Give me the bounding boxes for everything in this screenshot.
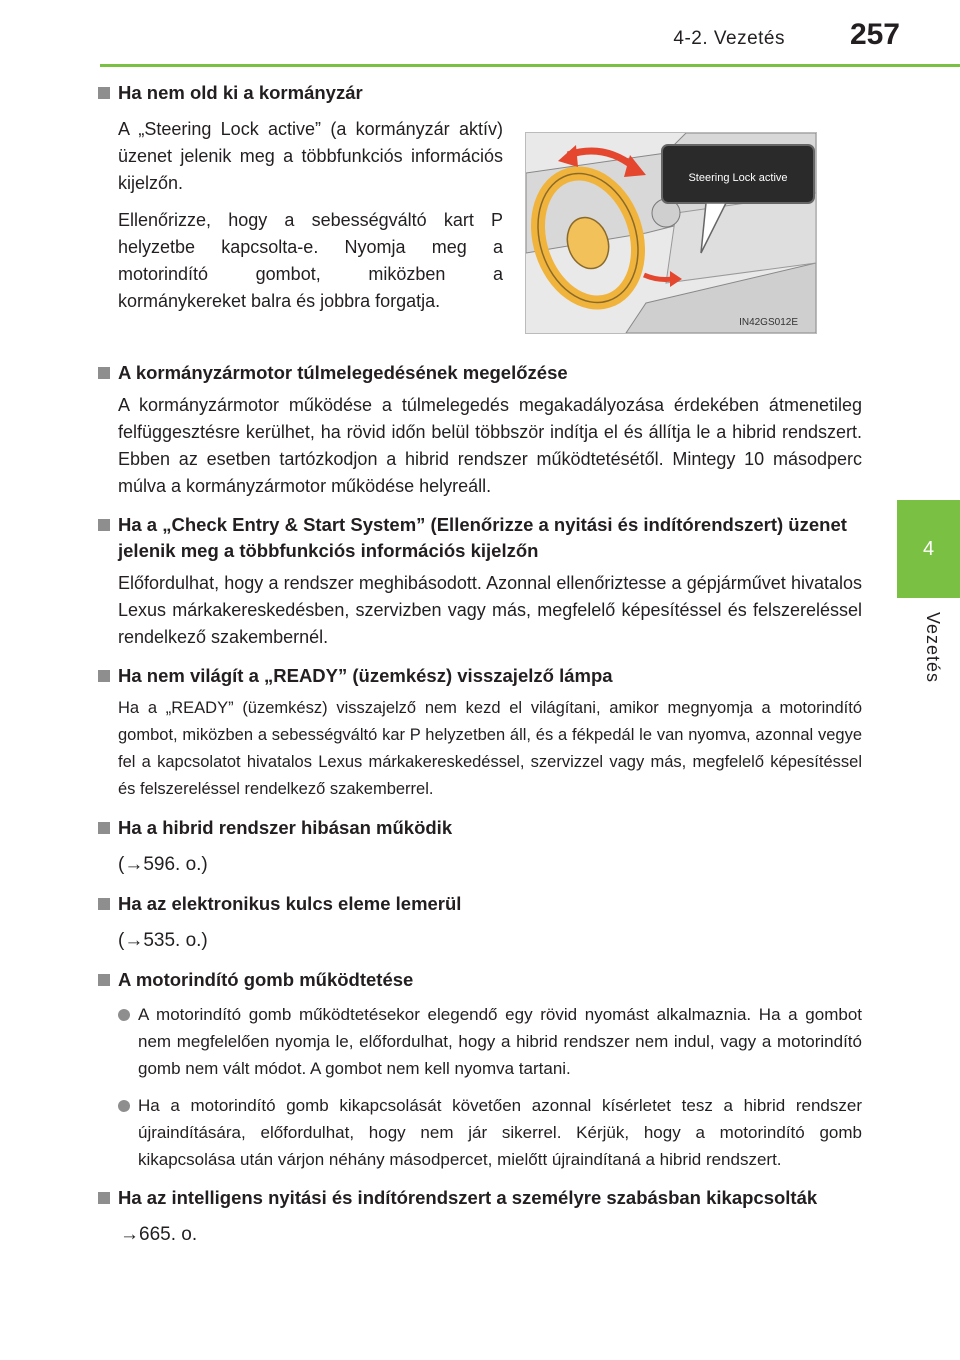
page-reference-link[interactable]: (→535. o.): [118, 930, 208, 951]
list-item: A motorindító gomb működtetésekor elegendő egy rövid nyomást alkalmaznia. Ha a gombot nem megfelelően nyomja le, előfordulhat, hogy a hibrid rendszer nem indul, vagy a motorindító gomb nem vált módot. A gombot nem kell nyomva tartani.: [98, 1001, 862, 1082]
paragraph: Ha a „READY” (üzemkész) visszajelző nem kezd el világítani, amikor megnyomja a motorindító gombot, miközben a sebességváltó kar P helyzetben áll, és a fékpedál le van nyomva, azonnal vegye fel a kapcsolatot hivatalos Lexus márkakereskedéssel, szervizzel vagy más, megfelelő képesítéssel és felszereléssel rendelkező szakemberrel.: [118, 699, 862, 798]
square-bullet-icon: [98, 670, 110, 682]
round-bullet-icon: [118, 1100, 130, 1112]
list-item: Ha a motorindító gomb kikapcsolását követően azonnal kísérletet tesz a hibrid rendszer újraindítására, előfordulhat, hogy nem jár sikerrel. Kérjük, hogy a motorindító gomb kikapcsolása után várjon néhány másodpercet, mielőtt újraindítaná a hibrid rendszert.: [98, 1092, 862, 1173]
section-title: Ha az elektronikus kulcs eleme lemerül: [98, 891, 862, 917]
paragraph: Ellenőrizze, hogy a sebességváltó kart P helyzetbe kapcsolta-e. Nyomja meg a motorindító gombot, miközben a kormánykereket balra és jobbra forgatja.: [118, 210, 503, 311]
square-bullet-icon: [98, 898, 110, 910]
paragraph: Előfordulhat, hogy a rendszer meghibásodott. Azonnal ellenőriztesse a gépjárművet hivatalos Lexus márkakereskedésben, szervizben vagy más, megfelelő képesítéssel és felszereléssel rendelkező szakembernél.: [118, 573, 862, 647]
figure-row: [98, 106, 862, 334]
chapter-tab[interactable]: 4: [897, 500, 960, 598]
section-overheat: [98, 360, 862, 500]
section-key-battery: [98, 891, 862, 955]
section-hybrid-fault: [98, 815, 862, 879]
square-bullet-icon: [98, 822, 110, 834]
steering-wheel-illustration-icon: [526, 133, 816, 333]
page-reference-link[interactable]: (→596. o.): [118, 854, 208, 875]
header-section-title: 4-2. Vezetés: [673, 28, 785, 49]
section-customization: [98, 1185, 862, 1249]
section-title: Ha nem old ki a kormányzár: [98, 80, 862, 106]
figure-text: [98, 106, 503, 315]
figure-display-text: Steering Lock active: [688, 172, 788, 184]
paragraph: A kormányzármotor működése a túlmelegedés megakadályozása érdekében átmenetileg felfüggesztésre kerülhet, ha rövid időn belül többször indítja el és állítja le a hibrid rendszert. Ebben az esetben tartózkodjon a hibrid rendszer működtetésétől. Mintegy 10 másodperc múlva a kormányzármotor működése helyreáll.: [118, 395, 862, 496]
chapter-label: Vezetés: [923, 612, 943, 684]
section-check-entry: [98, 512, 862, 651]
round-bullet-icon: [118, 1009, 130, 1021]
square-bullet-icon: [98, 519, 110, 531]
square-bullet-icon: [98, 1192, 110, 1204]
section-title: A motorindító gomb működtetése: [98, 967, 862, 993]
section-title: A kormányzármotor túlmelegedésének megelőzése: [98, 360, 862, 386]
square-bullet-icon: [98, 974, 110, 986]
page-content: [98, 80, 862, 1249]
paragraph: A „Steering Lock active” (a kormányzár aktív) üzenet jelenik meg a többfunkciós információs kijelzőn.: [118, 119, 503, 193]
section-title: Ha a „Check Entry & Start System” (Ellenőrizze a nyitási és indítórendszert) üzenet jelenik meg a többfunkciós információs kijelzőn: [98, 512, 862, 564]
section-steering-lock: [98, 80, 862, 334]
steering-lock-figure: [525, 132, 817, 334]
section-title: Ha az intelligens nyitási és indítórendszert a személyre szabásban kikapcsolták: [98, 1185, 862, 1211]
header-rule: [100, 64, 960, 67]
section-start-button: [98, 967, 862, 1173]
section-title: Ha a hibrid rendszer hibásan működik: [98, 815, 862, 841]
figure-code: IN42GS012E: [739, 317, 798, 328]
page-number: 257: [849, 18, 900, 51]
page-reference-link[interactable]: →665. o.: [120, 1224, 198, 1245]
square-bullet-icon: [98, 87, 110, 99]
section-title: Ha nem világít a „READY” (üzemkész) visszajelző lámpa: [98, 663, 862, 689]
section-ready-lamp: [98, 663, 862, 803]
square-bullet-icon: [98, 367, 110, 379]
